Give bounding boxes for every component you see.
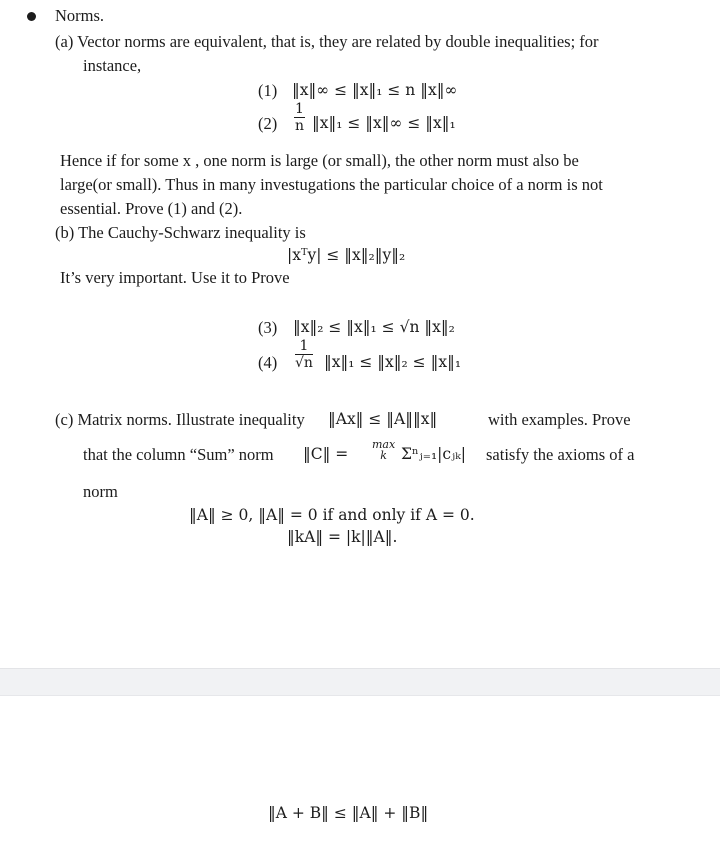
eq2-formula: ‖x‖₁ ≤ ‖x‖∞ ≤ ‖x‖₁ [312,114,456,132]
eq1-formula: ‖x‖∞ ≤ ‖x‖₁ ≤ n ‖x‖∞ [292,81,458,99]
page-break-separator [0,668,720,696]
eq2-fraction [294,102,307,133]
norm-axiom-homogeneity: ‖kA‖ = |k|‖A‖. [287,528,398,546]
max-label: max [372,438,396,451]
eq2-label: (2) [258,114,278,133]
cauchy-schwarz-inequality: |xᵀy| ≤ ‖x‖₂‖y‖₂ [287,246,406,264]
eq1-label: (1) [258,81,278,100]
eq2-fraction-denominator: n [294,118,304,134]
column-sum-norm-lhs: ‖C‖ = [303,445,349,463]
part-a-line-1: (a) Vector norms are equivalent, that is, they are related by double inequalities; for [55,32,599,51]
part-c-line-1-start: (c) Matrix norms. Illustrate inequality [55,410,305,429]
eq3-label: (3) [258,318,278,337]
bullet-dot [27,12,36,21]
part-a-line-2: instance, [83,56,142,75]
section-heading: Norms. [55,6,105,25]
eq4-fraction [295,339,315,370]
part-b-line-2: It’s very important. Use it to Prove [60,268,290,287]
eq4-fraction-numerator: 1 [295,339,313,355]
part-b-line-1: (b) The Cauchy-Schwarz inequality is [55,223,306,242]
part-a-para-2: large(or small). Thus in many investugations the particular choice of a norm is not [60,175,603,194]
eq4-fraction-denominator: √n [295,355,313,371]
eq3-formula: ‖x‖₂ ≤ ‖x‖₁ ≤ √n ‖x‖₂ [293,318,455,336]
norm-axiom-triangle-inequality: ‖A + B‖ ≤ ‖A‖ + ‖B‖ [268,804,429,822]
part-c-line-2-end: satisfy the axioms of a [486,445,635,464]
part-a-para-3: essential. Prove (1) and (2). [60,199,243,218]
max-subscript: k [380,449,387,462]
eq4-formula: ‖x‖₁ ≤ ‖x‖₂ ≤ ‖x‖₁ [324,353,462,371]
eq2-fraction-numerator: 1 [295,101,304,117]
max-operator [372,439,395,461]
part-c-line-2-start: that the column “Sum” norm [83,445,274,464]
part-a-para-1: Hence if for some x , one norm is large (or small), the other norm must also be [60,151,579,170]
eq4-label: (4) [258,353,278,372]
column-sum-expression: Σⁿⱼ₌₁|cⱼₖ| [401,445,467,463]
part-c-line-3: norm [83,482,118,501]
part-c-line-1-end: with examples. Prove [488,410,631,429]
part-c-line-1-math: ‖Ax‖ ≤ ‖A‖‖x‖ [328,410,438,428]
norm-axiom-positivity: ‖A‖ ≥ 0, ‖A‖ = 0 if and only if A = 0. [189,506,475,524]
